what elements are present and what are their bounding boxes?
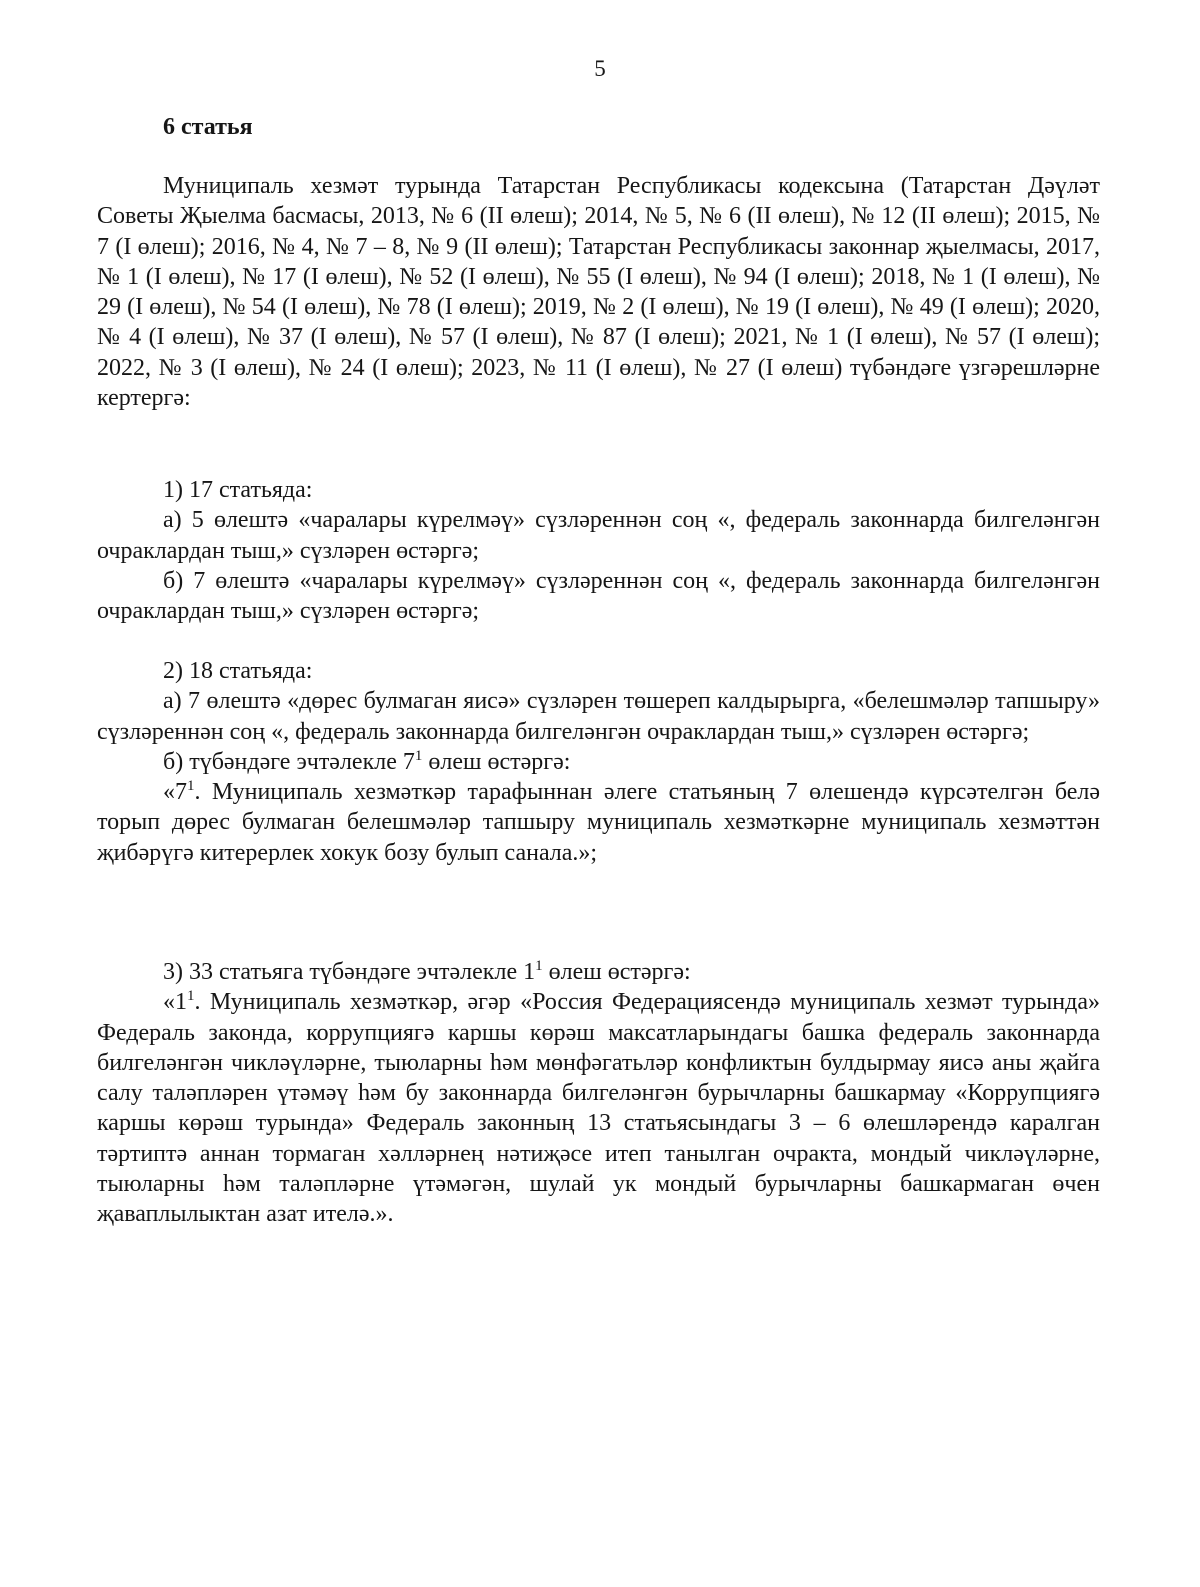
section-1-item-a: а) 5 өлештә «чаралары күрелмәү» сүзләреннән соң «, федераль законнарда билгеләнгән очраклардан тыш,» сүзләрен өстәргә; (97, 507, 1100, 564)
section-3-quote-open: «1 (163, 989, 187, 1016)
section-2-quoted-part (97, 777, 1100, 868)
section-3-title-superscript: 1 (535, 958, 543, 974)
section-2-item-b-superscript: 1 (414, 747, 423, 764)
section-2-quote-body: . Муниципаль хезмәткәр тарафыннан әлеге статьяның 7 өлешендә күрсәтелгән белә торып дөрес булмаган белешмәләр тапшыру муниципаль хезмәткәрне муниципаль хезмәттән җибәрүгә китерерлек хокук бозу булып санала.»; (97, 779, 1100, 866)
section-3 (97, 957, 1100, 1230)
section-3-quote-superscript: 1 (187, 988, 195, 1005)
section-3-quote-body: . Муниципаль хезмәткәр, әгәр «Россия Федерациясендә муниципаль хезмәт турында» Федераль законда, коррупциягә каршы көрәш максатларындагы башка федераль законнарда билгеләнгән чикләүләрне, тыюларны һәм мөнфәгатьләр конфликтын булдырмау яисә аны җайга салу таләпләрен үтәмәү һәм бу законнарда билгеләнгән бурычларны башкармау «Коррупциягә каршы көрәш турында» Федераль законның 13 статьясындагы 3 – 6 өлешләрендә каралган тәртиптә аннан тормаган хәлләрнең нәтиҗәсе итеп танылган очракта, мондый чикләүләрне, тыюларны һәм таләпләрне үтәмәгән, шулай ук мондый бурычларны башкармаган өчен җаваплылыктан азат ителә.». (97, 989, 1100, 1228)
section-1-title: 1) 17 статьяда: (163, 477, 313, 503)
page-number: 5 (594, 56, 606, 81)
article-heading: 6 статья (163, 114, 253, 140)
section-2-quote-superscript: 1 (187, 778, 195, 795)
section-2 (97, 656, 1100, 868)
section-2-title: 2) 18 статьяда: (163, 658, 313, 684)
section-2-item-a: а) 7 өлештә «дөрес булмаган яисә» сүзләрен төшереп калдырырга, «белешмәләр тапшыру» сүзләреннән соң «, федераль законнарда билгеләнгән очраклардан тыш,» сүзләрен өстәргә; (97, 688, 1100, 745)
section-1 (97, 475, 1100, 626)
section-1-item-b: б) 7 өлештә «чаралары күрелмәү» сүзләреннән соң «, федераль законнарда билгеләнгән очраклардан тыш,» сүзләрен өстәргә; (97, 567, 1100, 625)
section-2-item-b-tail: өлеш өстәргә: (422, 748, 571, 775)
section-3-quoted-part (97, 987, 1100, 1229)
section-2-quote-open: «7 (163, 779, 187, 806)
section-3-title (97, 957, 1100, 987)
intro-paragraph: Муниципаль хезмәт турында Татарстан Республикасы кодексына (Татарстан Дәүләт Советы Җыелма басмасы, 2013, № 6 (II өлеш); 2014, № 5, № 6 (II өлеш), № 12 (II өлеш); 2015, № 7 (I өлеш); 2016, № 4, № 7 – 8, № 9 (II өлеш); Татарстан Республикасы законнар җыелмасы, 2017, № 1 (I өлеш), № 17 (I өлеш), № 52 (I өлеш), № 55 (I өлеш), № 94 (I өлеш); 2018, № 1 (I өлеш), № 29 (I өлеш), № 54 (I өлеш), № 78 (I өлеш); 2019, № 2 (I өлеш), № 19 (I өлеш), № 49 (I өлеш); 2020, № 4 (I өлеш), № 37 (I өлеш), № 57 (I өлеш), № 87 (I өлеш); 2021, № 1 (I өлеш), № 57 (I өлеш); 2022, № 3 (I өлеш), № 24 (I өлеш); 2023, № 11 (I өлеш), № 27 (I өлеш) түбәндәге үзгәрешләрне кертергә: (97, 173, 1100, 412)
intro-block (97, 171, 1100, 413)
section-3-title-text: 3) 33 статьяга түбәндәге эчтәлекле 1 (163, 959, 536, 985)
section-2-item-b-text: б) түбәндәге эчтәлекле 7 (163, 748, 415, 775)
section-2-item-b (97, 747, 1100, 777)
section-3-title-tail: өлеш өстәргә: (542, 959, 691, 985)
